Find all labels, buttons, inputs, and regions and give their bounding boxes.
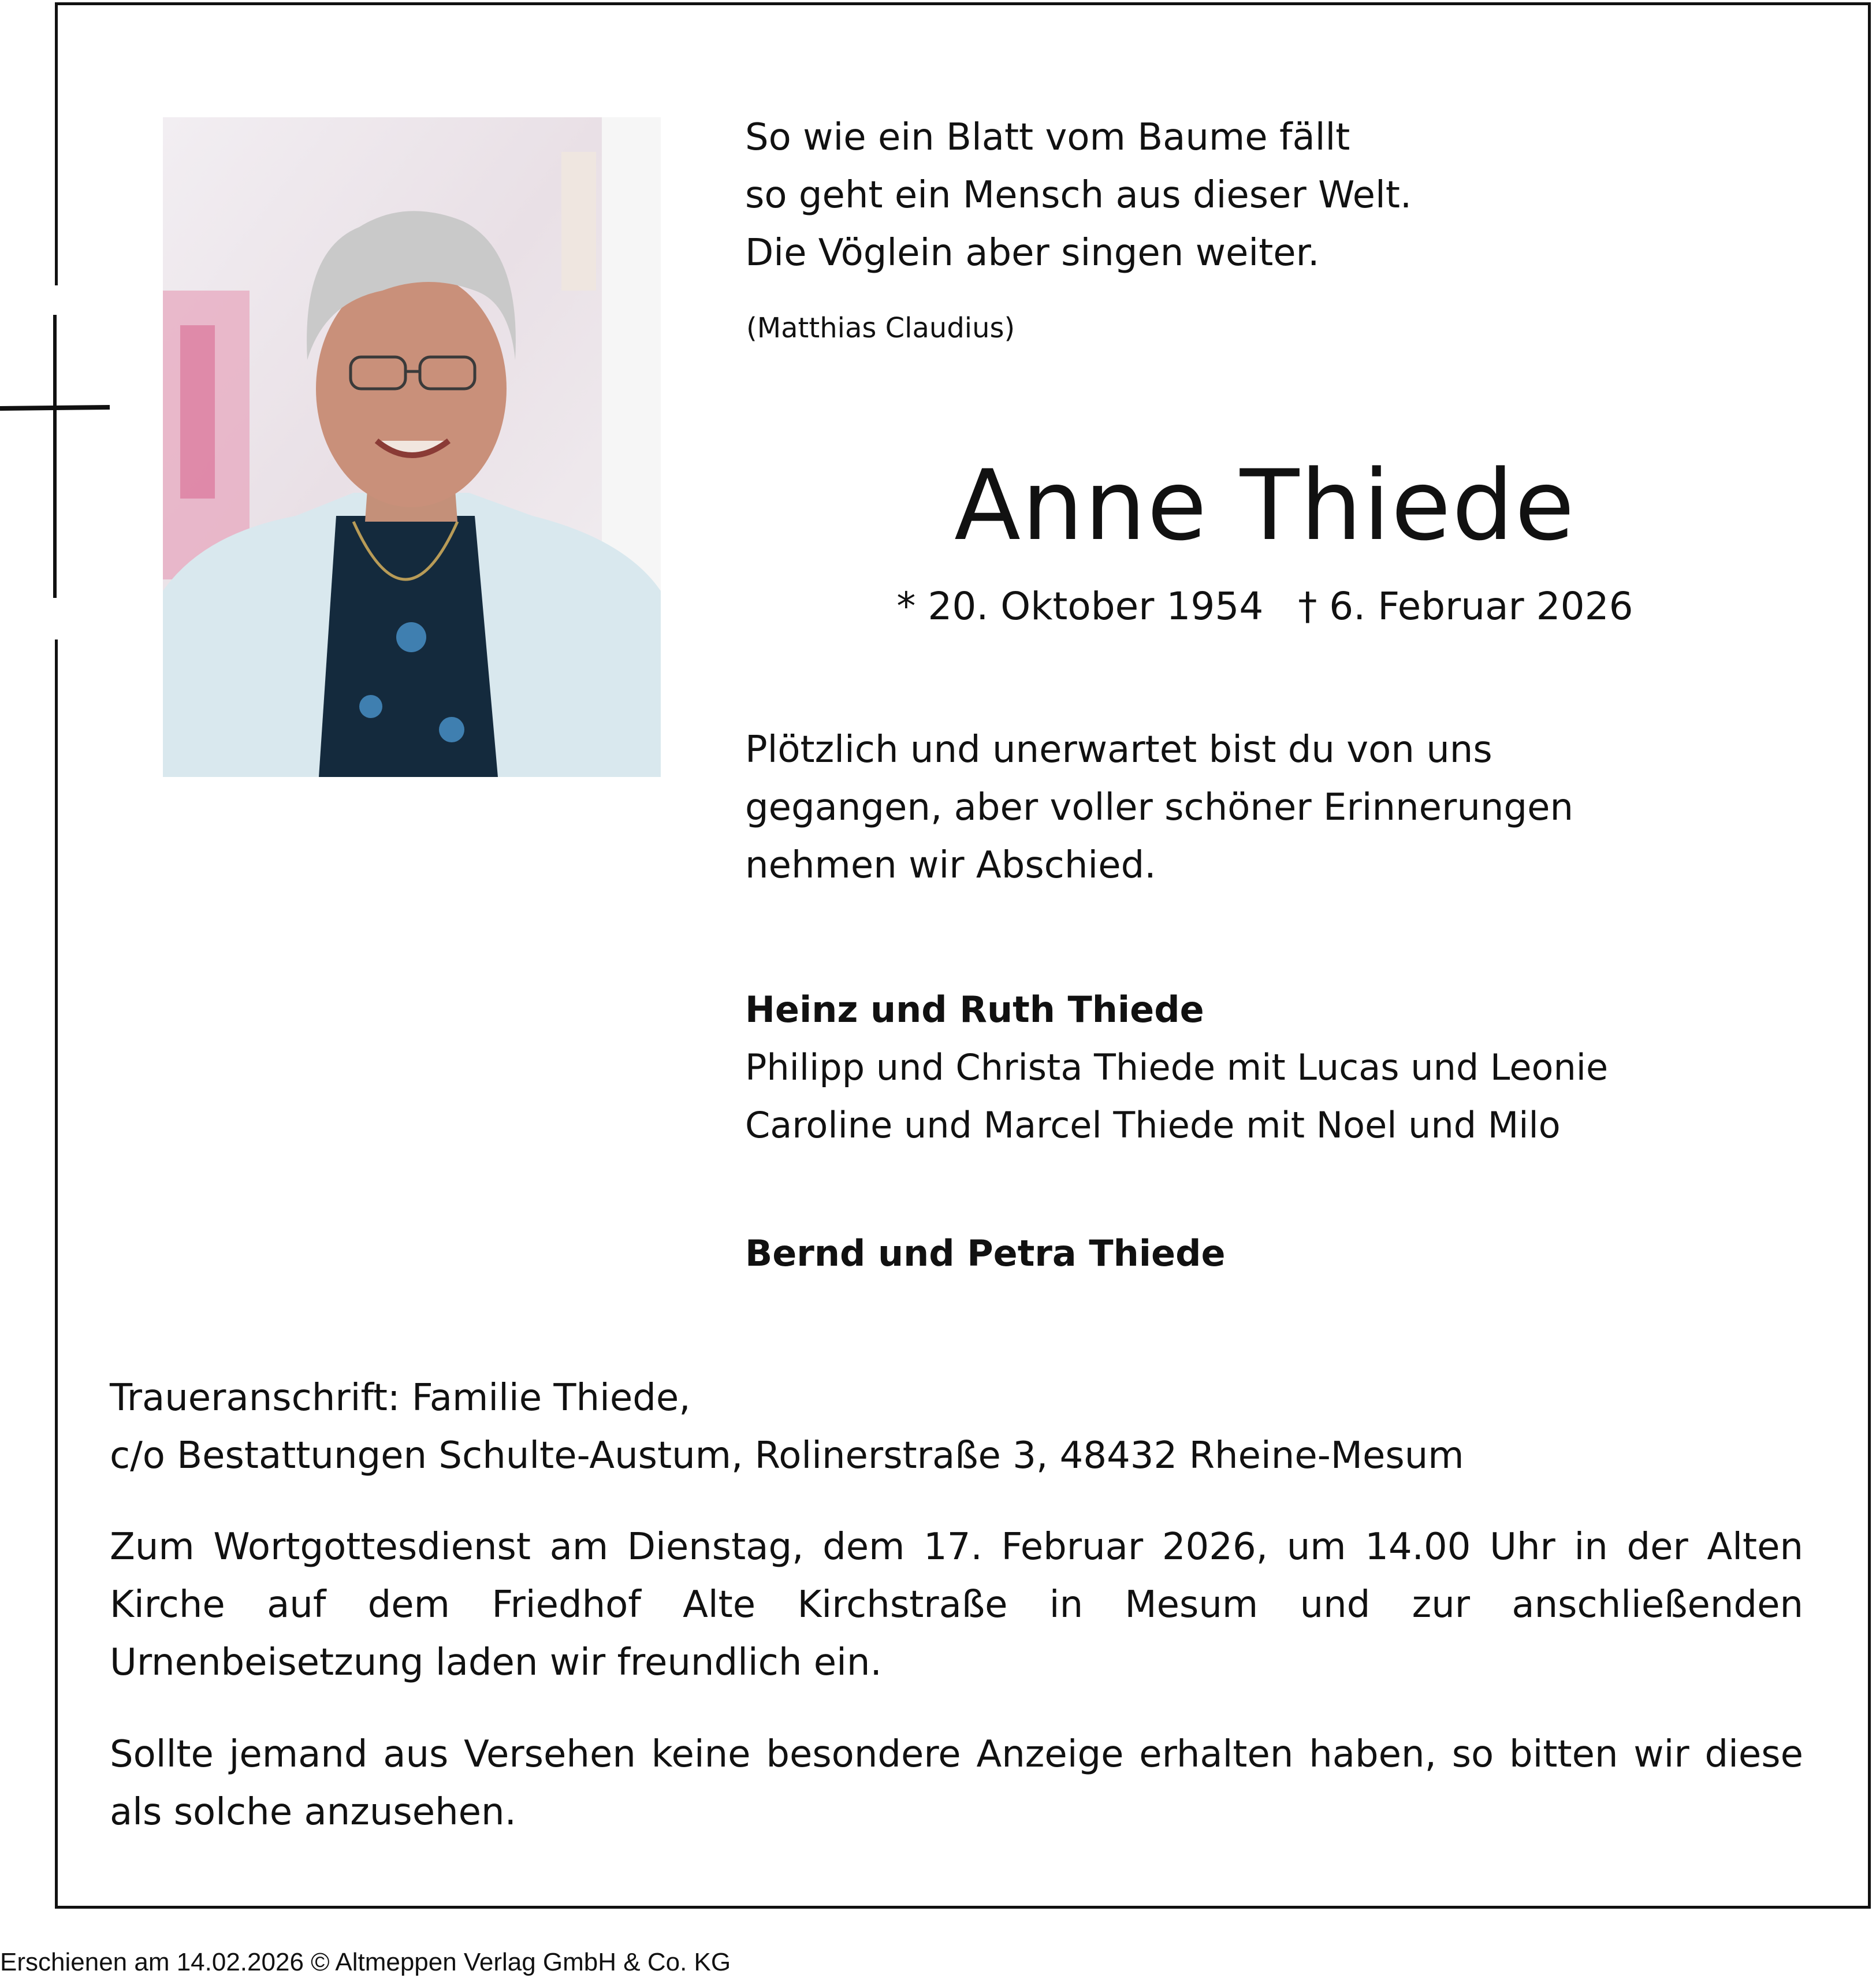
service-announcement: Zum Wortgottesdienst am Dienstag, dem 17. Februar 2026, um 14.00 Uhr in der Alten Kirche auf dem Friedhof Alte Kirchstraße in Mesum und zur anschließenden Urnenbeisetzung laden wir freundlich ein. <box>110 1526 1803 1684</box>
mourners-group-1 <box>745 981 1608 1154</box>
frame-top-border <box>56 2 1871 5</box>
mourning-address <box>110 1369 1464 1485</box>
poem-author: (Matthias Claudius) <box>746 312 1015 344</box>
cross-icon <box>0 315 113 598</box>
poem-line: Die Vöglein aber singen weiter. <box>745 232 1320 274</box>
mourners-member: Philipp und Christa Thiede mit Lucas und Leonie <box>745 1046 1609 1088</box>
poem-line: so geht ein Mensch aus dieser Welt. <box>745 174 1412 217</box>
portrait-photo <box>163 117 661 777</box>
address-line: c/o Bestattungen Schulte-Austum, Rolinerstraße 3, 48432 Rheine-Mesum <box>110 1434 1464 1477</box>
frame-bottom-border <box>56 1906 1871 1909</box>
message-line: Plötzlich und unerwartet bist du von uns <box>745 728 1492 771</box>
poem <box>745 109 1412 282</box>
publication-footer: Erschienen am 14.02.2026 © Altmeppen Verlag GmbH & Co. KG <box>0 1948 731 1976</box>
birth-date: * 20. Oktober 1954 <box>896 584 1264 629</box>
address-line: Traueranschrift: Familie Thiede, <box>110 1377 691 1419</box>
message-line: nehmen wir Abschied. <box>745 844 1156 887</box>
frame-right-border <box>1868 2 1871 1909</box>
death-date: † 6. Februar 2026 <box>1298 584 1633 629</box>
deceased-name: Anne Thiede <box>954 449 1576 562</box>
notice-text: Sollte jemand aus Versehen keine besondere Anzeige erhalten haben, so bitten wir diese als solche anzusehen. <box>110 1733 1803 1834</box>
mourners-member: Caroline und Marcel Thiede mit Noel und Milo <box>745 1104 1561 1146</box>
mourners-group-2-head: Bernd und Petra Thiede <box>745 1232 1226 1274</box>
life-dates <box>635 578 1876 635</box>
message-line: gegangen, aber voller schöner Erinnerungen <box>745 786 1574 829</box>
mourners-group-1-head: Heinz und Ruth Thiede <box>745 988 1204 1031</box>
frame-left-border-lower <box>55 639 58 1909</box>
farewell-message <box>745 721 1573 894</box>
frame-left-border-upper <box>55 2 58 285</box>
poem-line: So wie ein Blatt vom Baume fällt <box>745 116 1350 159</box>
